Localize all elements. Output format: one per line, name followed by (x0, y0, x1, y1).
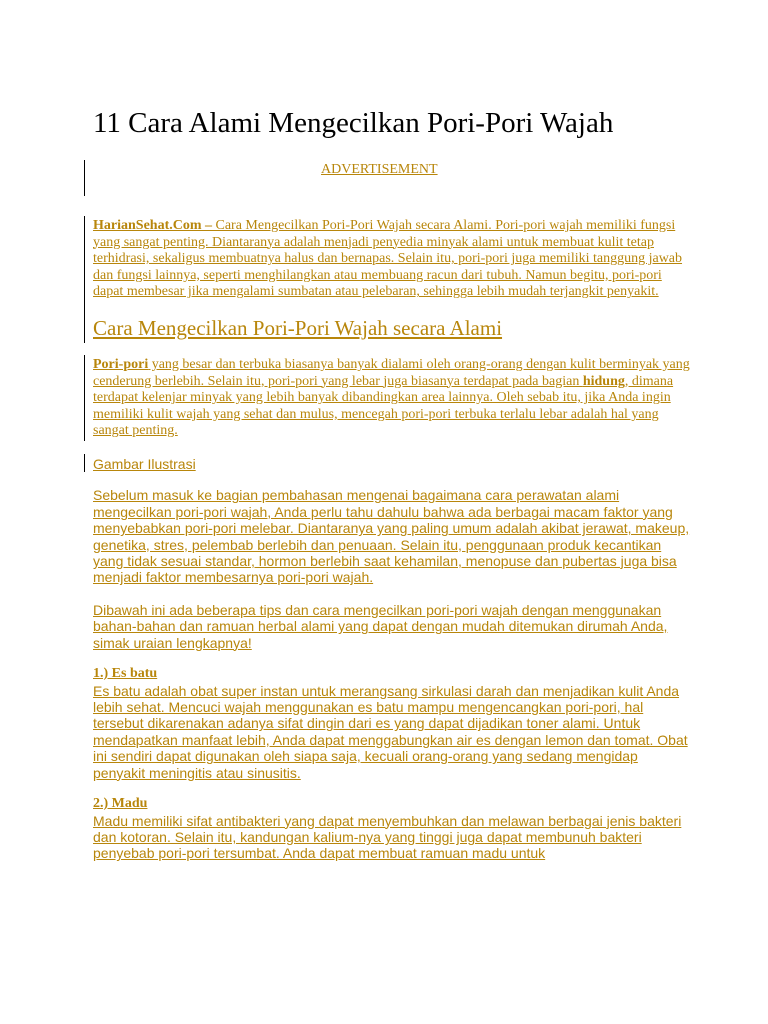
paragraph-text: Dibawah ini ada beberapa tips dan cara mengecilkan pori-pori wajah dengan menggunakan bahan-bahan dan ramuan herbal alami yang dapat dengan mudah ditemukan dirumah Anda, simak uraian lengkapnya! (93, 601, 668, 651)
intro-text: Cara Mengecilkan Pori-Pori Wajah secara Alami. Pori-pori wajah memiliki fungsi yang sangat penting. Diantaranya adalah menjadi penyedia minyak alami untuk membuat kulit tetap terhidrasi, sekaligus membuatnya halus dan bernapas. Selain itu, pori-pori juga memiliki tanggung jawab dan fungsi lainnya, seperti menghilangkan atau membuang racun dari tubuh. Namun begitu, pori-pori dapat membesar jika mengalami sumbatan atau pelebaran, sehingga lebih mudah terjangkit penyakit. (93, 218, 683, 300)
left-margin-bar (84, 454, 85, 472)
brand-link[interactable]: HarianSehat.Com – (93, 218, 212, 233)
item-heading: 2.) Madu (93, 796, 148, 812)
intro-paragraph (93, 218, 693, 301)
left-margin-bar (84, 216, 85, 318)
advertisement-row (93, 162, 693, 202)
list-item (93, 666, 693, 781)
article-body (93, 218, 693, 862)
paragraph-pori-pori (93, 357, 693, 440)
paragraph-factors (93, 487, 693, 585)
list-item (93, 796, 693, 862)
left-margin-bar (84, 160, 85, 196)
section-heading[interactable] (93, 313, 693, 343)
section-heading-text: Cara Mengecilkan Pori-Pori Wajah secara Alami (93, 315, 503, 340)
left-margin-bar (84, 313, 85, 343)
bold-term-hidung[interactable]: hidung (582, 373, 625, 389)
item-text: Es batu adalah obat super instan untuk merangsang sirkulasi darah dan menjadikan kulit Anda lebih sehat. Mencuci wajah menggunakan es batu mampu mengencangkan pori-pori, hal tersebut dikarenakan adanya sifat dingin dari es yang dapat dijadikan toner alami. Untuk mendapatkan manfaat lebih, Anda dapat menggabungkan air es dengan lemon dan tomat. Obat ini sendiri dapat digunakan oleh siapa saja, kecuali orang-orang yang sedang mengidap penyakit meningitis atau sinusitis. (93, 682, 688, 781)
paragraph-text: , dimana terdapat kelenjar minyak yang lebih banyak dibandingkan area lainnya. Oleh sebab itu, jika Anda ingin memiliki kulit wajah yang sehat dan mulus, mencegah pori-pori terbuka terlalu lebar adalah hal yang sangat penting. (93, 373, 674, 439)
bold-term-pori-pori[interactable]: Pori-pori (93, 356, 149, 372)
image-caption (93, 456, 693, 472)
left-margin-bar (84, 355, 85, 441)
paragraph-tips (93, 602, 693, 651)
paragraph-text: yang besar dan terbuka biasanya banyak dialami oleh orang-orang dengan kulit berminyak yang cenderung berlebih. Selain itu, pori-pori yang lebar juga biasanya terdapat pada bagian (93, 356, 690, 389)
paragraph-text: Sebelum masuk ke bagian pembahasan mengenai bagaimana cara perawatan alami mengecilkan pori-pori wajah, Anda perlu tahu dahulu bahwa ada berbagai macam faktor yang menyebabkan pori-pori melebar. Diantaranya yang paling umum adalah akibat jerawat, makeup, genetika, stres, pelembab berlebih dan penuaan. Selain itu, penggunaan produk kecantikan yang tidak sesuai standar, hormon berlebih saat kehamilan, menopuse dan pubertas juga bisa menjadi faktor membesarnya pori-pori wajah. (93, 487, 690, 586)
page-title: 11 Cara Alami Mengecilkan Pori-Pori Wajah (93, 107, 614, 139)
item-text: Madu memiliki sifat antibakteri yang dapat menyembuhkan dan melawan berbagai jenis bakteri dan kotoran. Selain itu, kandungan kalium-nya yang tinggi juga dapat membunuh bakteri penyebab pori-pori tersumbat. Anda dapat membuat ramuan madu untuk (93, 812, 682, 862)
image-caption-link[interactable]: Gambar Ilustrasi (93, 455, 196, 472)
item-heading: 1.) Es batu (93, 666, 158, 681)
article (93, 104, 693, 862)
advertisement-link[interactable]: ADVERTISEMENT (321, 162, 438, 177)
